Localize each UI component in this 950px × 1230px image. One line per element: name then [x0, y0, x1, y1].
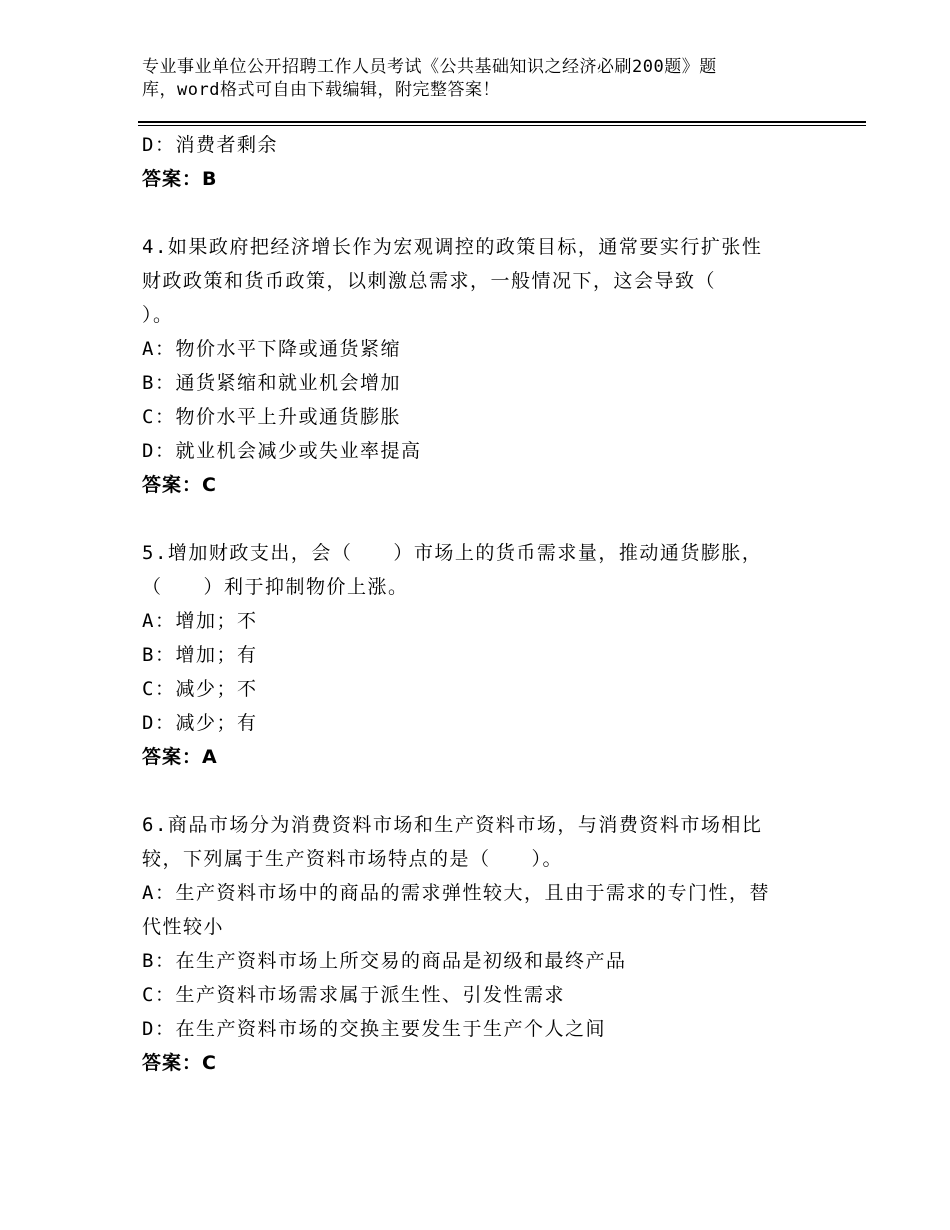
option-d: D：在生产资料市场的交换主要发生于生产个人之间 [142, 1018, 606, 1040]
question-3-tail [142, 128, 822, 196]
option-d: D：就业机会减少或失业率提高 [142, 440, 422, 462]
option-d: D：减少；有 [142, 712, 258, 734]
option-b: B：通货紧缩和就业机会增加 [142, 372, 401, 394]
option-a-continued: 代性较小 [142, 916, 225, 938]
question-stem: 5.增加财政支出，会（ ）市场上的货币需求量，推动通货膨胀， [142, 542, 763, 564]
header-title-line-2: 库，word格式可自由下载编辑，附完整答案！ [142, 80, 500, 100]
option-a: A：物价水平下降或通货紧缩 [142, 338, 401, 360]
spacer [142, 502, 822, 536]
option-a: A：生产资料市场中的商品的需求弹性较大，且由于需求的专门性，替 [142, 882, 770, 904]
question-stem: 财政政策和货币政策，以刺激总需求，一般情况下，这会导致（ [142, 270, 717, 292]
spacer [142, 196, 822, 230]
answer: 答案：A [142, 746, 218, 768]
answer: 答案：C [142, 1052, 217, 1074]
option-d: D：消费者剩余 [142, 134, 278, 156]
option-b: B：增加；有 [142, 644, 258, 666]
option-c: C：生产资料市场需求属于派生性、引发性需求 [142, 984, 565, 1006]
question-stem: （ ）利于抑制物价上涨。 [142, 576, 409, 598]
question-stem: 6.商品市场分为消费资料市场和生产资料市场，与消费资料市场相比 [142, 814, 763, 836]
option-c: C：物价水平上升或通货膨胀 [142, 406, 401, 428]
header-divider-thin [138, 125, 866, 126]
question-stem: ）。 [142, 304, 174, 326]
question-6 [142, 808, 822, 1080]
question-stem: 较，下列属于生产资料市场特点的是（ ）。 [142, 848, 564, 870]
answer: 答案：C [142, 474, 217, 496]
option-b: B：在生产资料市场上所交易的商品是初级和最终产品 [142, 950, 627, 972]
question-4 [142, 230, 822, 502]
option-c: C：减少；不 [142, 678, 258, 700]
question-5 [142, 536, 822, 774]
document-header [142, 56, 802, 102]
option-a: A：增加；不 [142, 610, 258, 632]
document-body [142, 128, 822, 1080]
header-title-line-1: 专业事业单位公开招聘工作人员考试《公共基础知识之经济必刷200题》题 [142, 57, 717, 77]
question-stem: 4.如果政府把经济增长作为宏观调控的政策目标，通常要实行扩张性 [142, 236, 763, 258]
answer: 答案：B [142, 168, 218, 190]
header-divider-thick [138, 121, 866, 123]
spacer [142, 774, 822, 808]
